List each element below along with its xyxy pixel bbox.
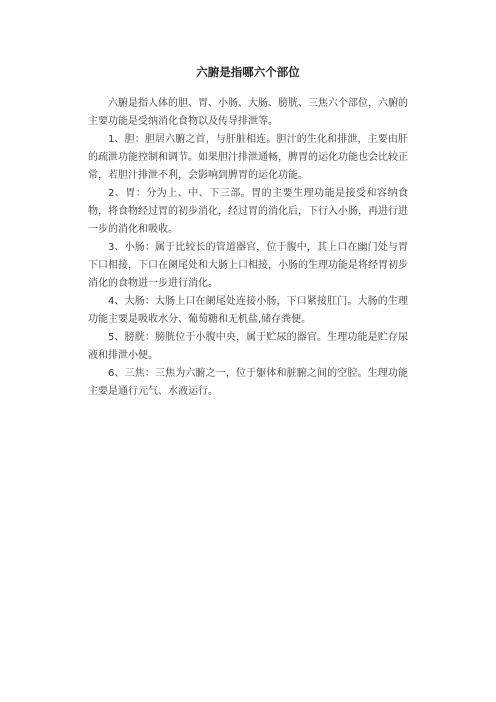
paragraph-gallbladder: 1、胆：胆居六腑之首，与肝脏相连。胆汁的生化和排泄，主要由肝的疏泄功能控制和调节。如果胆汁排泄通畅，脾胃的运化功能也会比较正常，若胆汁排泄不利，会影响到脾胃的运化功能。 (88, 134, 408, 181)
paragraph-large-intestine: 4、大肠：大肠上口在阑尾处连接小肠，下口紧接肛门。大肠的生理功能主要是吸收水分、葡萄糖和无机盐,储存粪便。 (88, 296, 408, 325)
paragraph-small-intestine: 3、小肠：属于比较长的管道器官，位于腹中，其上口在幽门处与胃下口相接，下口在阑尾处和大肠上口相接，小肠的生理功能是将经胃初步消化的食物进一步进行消化。 (88, 242, 408, 289)
paragraph-triple-burner: 6、三焦：三焦为六腑之一，位于躯体和脏腑之间的空腔。生理功能主要是通行元气、水液运行。 (88, 368, 408, 397)
paragraph-stomach: 2、胃：分为上、中、下三部。胃的主要生理功能是接受和容纳食物，将食物经过胃的初步消化，经过胃的消化后，下行入小肠，再进行进一步的消化和吸收。 (88, 188, 408, 235)
document-body (88, 95, 408, 401)
intro-paragraph: 六腑是指人体的胆、胃、小肠、大肠、膀胱、三焦六个部位，六腑的主要功能是受纳消化食物以及传导排泄等。 (88, 98, 408, 127)
document-title: 六腑是指哪六个部位 (196, 65, 300, 79)
paragraph-bladder: 5、膀胱：膀胱位于小腹中央，属于贮尿的器官。生理功能是贮存尿液和排泄小便。 (88, 332, 408, 361)
